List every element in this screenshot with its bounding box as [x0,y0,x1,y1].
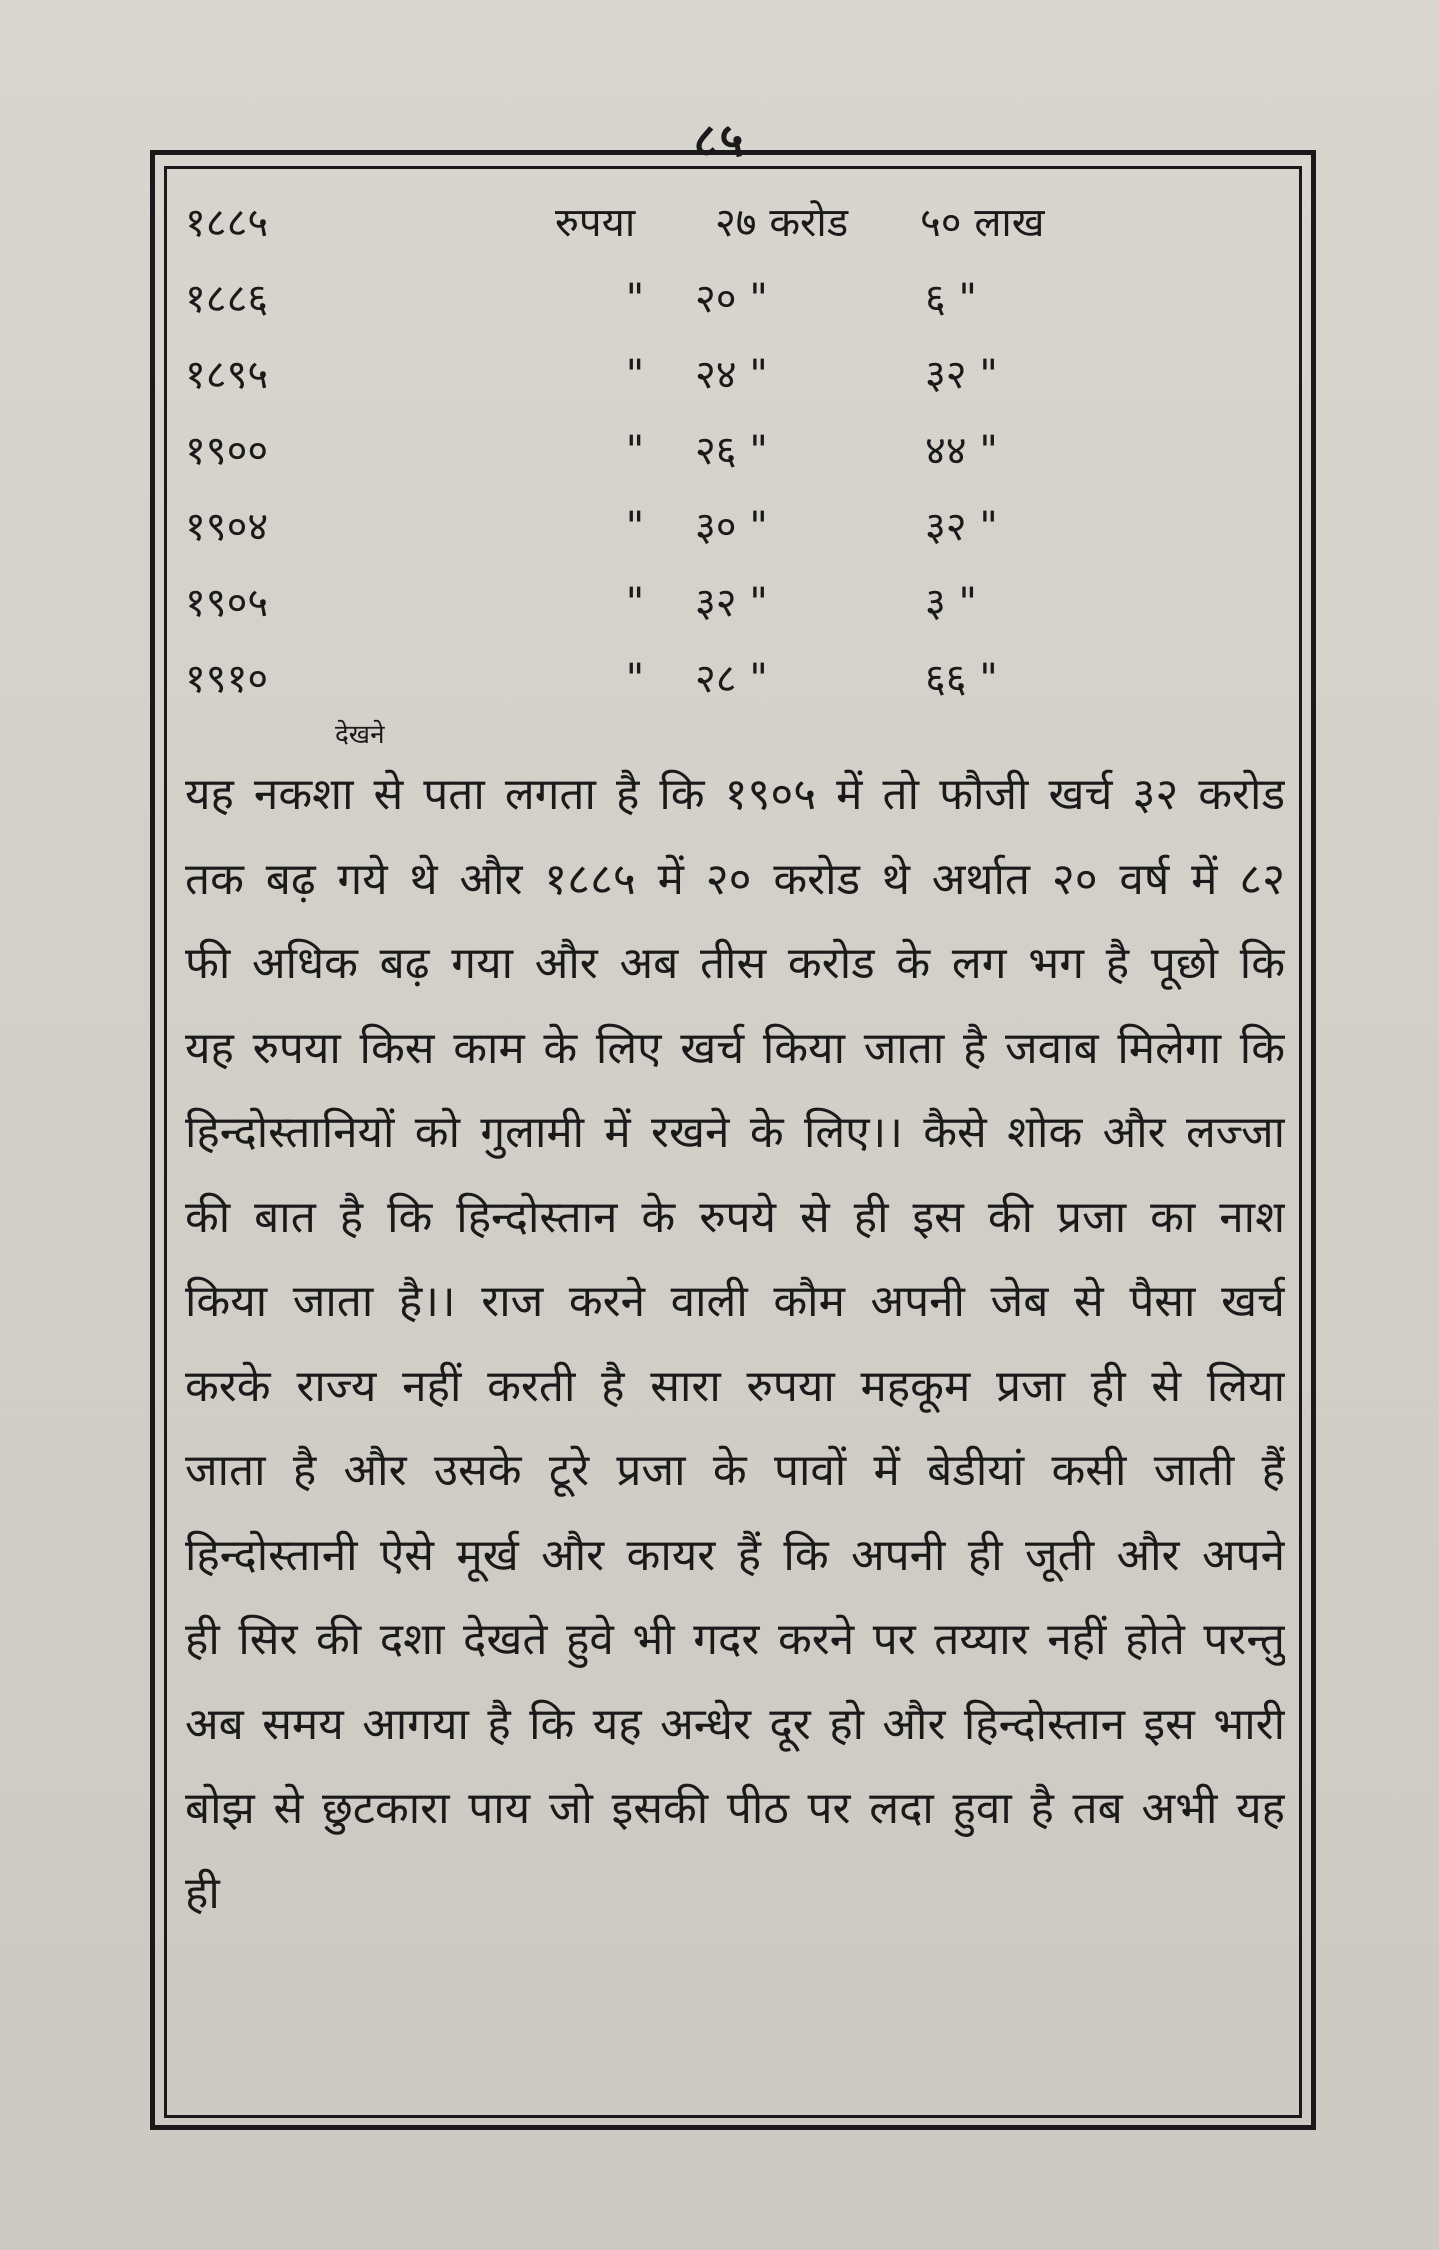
unit-cell: " [625,580,645,626]
body-paragraph: यह नकशा से पता लगता है कि १९०५ में तो फौजी खर्च ३२ करोड तक बढ़ गये थे और १८८५ में २० करोड थे अर्थात २० वर्ष में ८२ फी अधिक बढ़ गया और अब तीस करोड के लग भग है पूछो कि यह रुपया किस काम के लिए खर्च किया जाता है जवाब मिलेगा कि हिन्दोस्तानियों को गुलामी में रखने के लिए।। कैसे शोक और लज्जा की बात है कि हिन्दोस्तान के रुपये से ही इस की प्रजा का नाश किया जाता है।। राज करने वाली कौम अपनी जेब से पैसा खर्च करके राज्य नहीं करती है सारा रुपया महकूम प्रजा ही से लिया जाता है और उसके टूरे प्रजा के पावों में बेडीयां कसी जाती हैं हिन्दोस्तानी ऐसे मूर्ख और कायर हैं कि अपनी ही जूती और अपने ही सिर की दशा देखते हुवे भी गदर करने पर तय्यार नहीं होते परन्तु अब समय आगया है कि यह अन्धेर दूर हो और हिन्दोस्तान इस भारी बोझ से छुटकारा पाय जो इसकी पीठ पर लदा हुवा है तब अभी यह ही [185,769,1285,1919]
crore-cell: २० " [695,276,768,322]
table-row [185,489,1285,565]
table-row [185,565,1285,641]
crore-cell: २७ करोड [715,200,849,246]
page-content [185,185,1285,2105]
unit-cell: " [625,276,645,322]
year-cell: १८९५ [185,352,269,398]
unit-cell: " [625,504,645,550]
lakh-cell: ५० लाख [920,200,1045,246]
table-row [185,337,1285,413]
table-row [185,641,1285,717]
year-cell: १९०० [185,428,269,474]
crore-cell: २६ " [695,428,768,474]
lakh-cell: ३२ " [925,352,998,398]
lakh-cell: ३ " [925,580,977,626]
military-expense-table [185,185,1285,717]
lakh-cell: ६ " [925,276,977,322]
unit-cell: " [625,656,645,702]
unit-cell: " [625,352,645,398]
year-cell: १९१० [185,656,269,702]
margin-annotation: देखने [335,720,385,750]
unit-cell: " [625,428,645,474]
unit-cell: रुपया [555,200,636,246]
table-row [185,261,1285,337]
crore-cell: ३० " [695,504,768,550]
crore-cell: ३२ " [695,580,768,626]
year-cell: १९०४ [185,504,269,550]
lakh-cell: ६६ " [925,656,998,702]
lakh-cell: ४४ " [925,428,998,474]
page-number: ८५ [693,113,746,167]
year-cell: १८८६ [185,276,269,322]
crore-cell: २८ " [695,656,768,702]
table-row [185,185,1285,261]
year-cell: १८८५ [185,200,269,246]
lakh-cell: ३२ " [925,504,998,550]
year-cell: १९०५ [185,580,269,626]
table-row [185,413,1285,489]
crore-cell: २४ " [695,352,768,398]
